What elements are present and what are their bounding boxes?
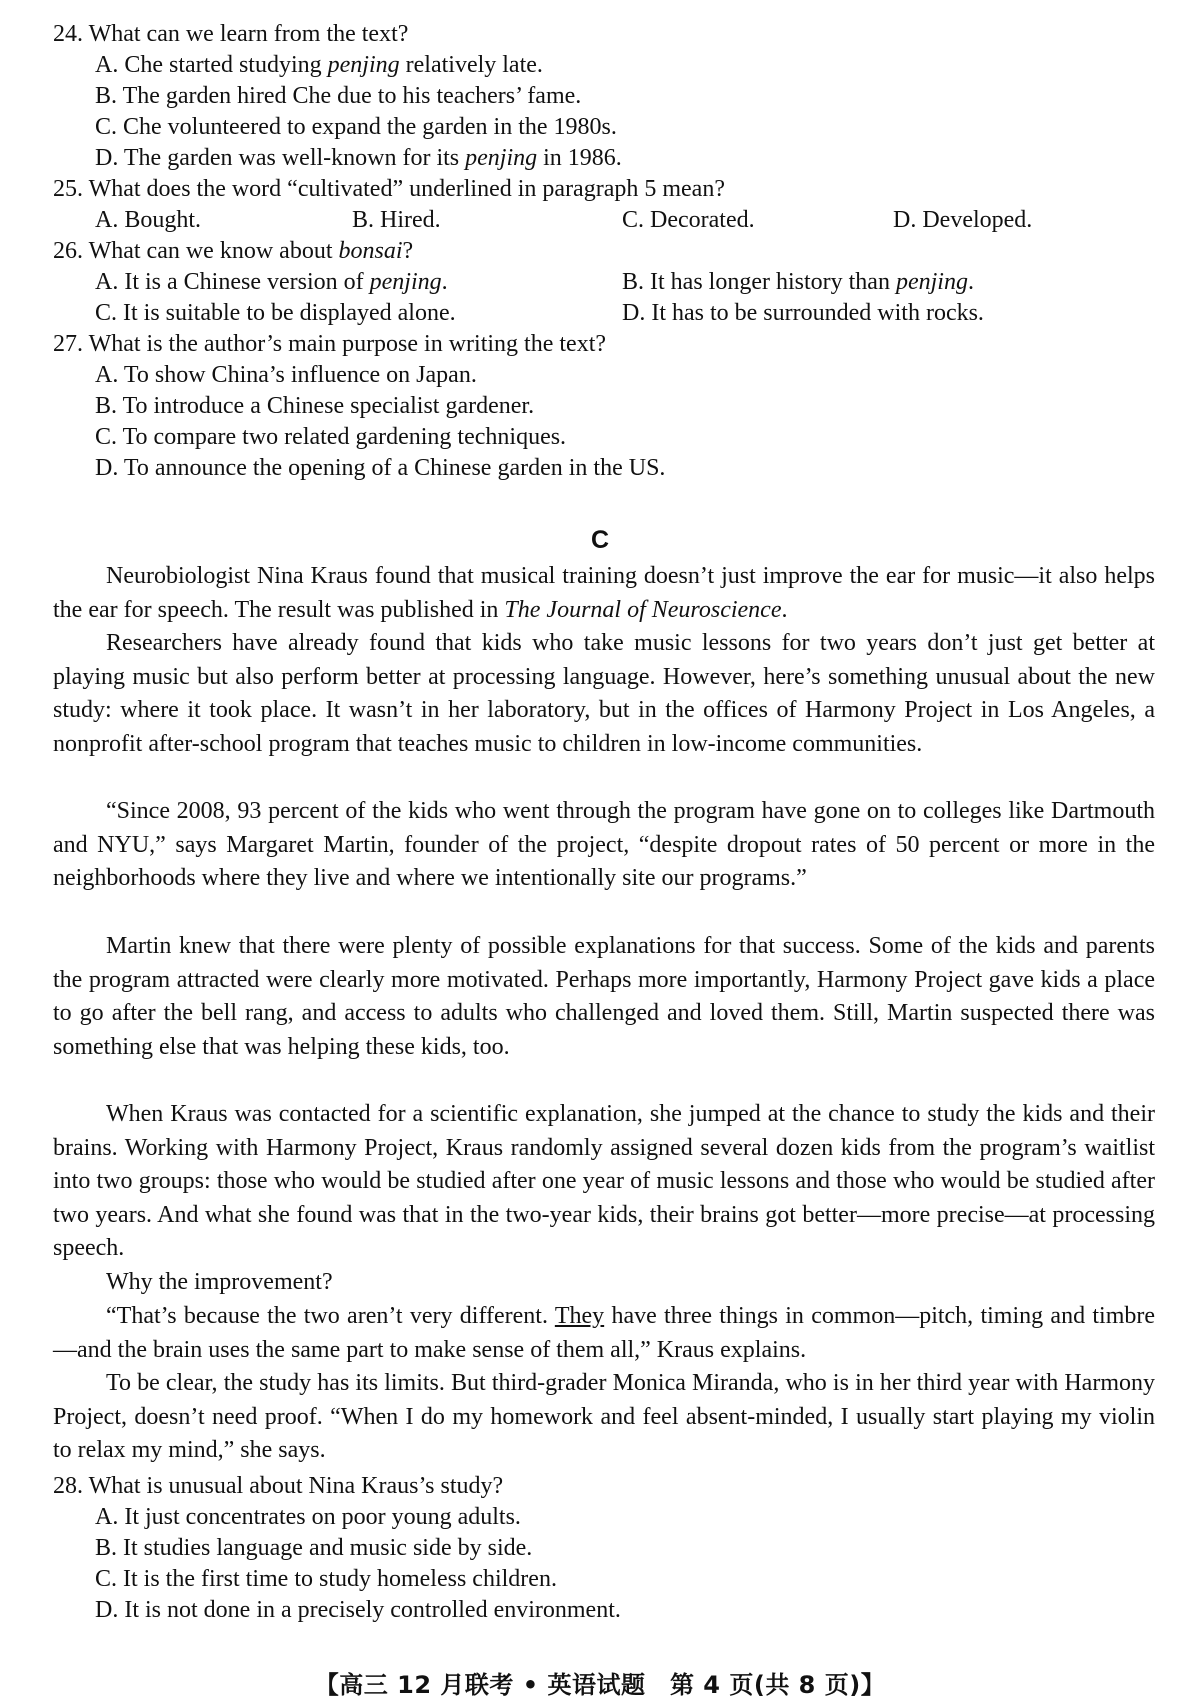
passage-paragraph-3: “Since 2008, 93 percent of the kids who went through the program have gone on to colleges like Dartmouth and NYU,” says Margaret Martin, founder of the project, “despite dropout rates of 50 percent or more in the neighborhoods where they live and where we intentionally site our programs.”: [53, 798, 1155, 892]
question-25-option-a: A. Bought.: [95, 207, 202, 233]
question-27-stem: 27. What is the author’s main purpose in writing the text?: [53, 331, 607, 357]
question-26-option-c: C. It is suitable to be displayed alone.: [95, 300, 456, 326]
page-footer: 【高三 12 月联考 • 英语试题 第 4 页(共 8 页)】: [314, 1671, 886, 1699]
question-24-option-c: C. Che volunteered to expand the garden in the 1980s.: [95, 114, 617, 140]
question-28-option-c: C. It is the first time to study homeless children.: [95, 1566, 557, 1592]
passage-paragraph-1: Neurobiologist Nina Kraus found that musical training doesn’t just improve the ear for music—it also helps the ear for speech. The result was published in The Journal of Neuroscience.: [53, 563, 1155, 623]
question-27-option-c: C. To compare two related gardening techniques.: [95, 424, 567, 450]
passage-paragraph-5: When Kraus was contacted for a scientific explanation, she jumped at the chance to study the kids and their brains. Working with Harmony Project, Kraus randomly assigned several dozen kids from the program’s waitlist into two groups: those who would be studied after one year of music lessons and those who would be studied after two years. And what she found was that in the two-year kids, their brains got better—more precise—at processing speech.: [53, 1101, 1155, 1262]
section-heading: C: [590, 526, 610, 554]
question-26-option-d: D. It has to be surrounded with rocks.: [622, 300, 984, 326]
question-27-option-a: A. To show China’s influence on Japan.: [95, 362, 477, 388]
question-25-option-d: D. Developed.: [893, 207, 1033, 233]
question-24-option-a: A. Che started studying penjing relatively late.: [95, 52, 543, 78]
question-26-option-b: B. It has longer history than penjing.: [622, 269, 974, 295]
passage-paragraph-8: To be clear, the study has its limits. But third-grader Monica Miranda, who is in her third year with Harmony Project, doesn’t need proof. “When I do my homework and feel absent-minded, I usually start playing my violin to relax my mind,” she says.: [53, 1370, 1155, 1464]
question-28-option-b: B. It studies language and music side by side.: [95, 1535, 533, 1561]
question-27-option-b: B. To introduce a Chinese specialist gardener.: [95, 393, 535, 419]
passage-paragraph-7: “That’s because the two aren’t very different. They have three things in common—pitch, timing and timbre—and the brain uses the same part to make sense of them all,” Kraus explains.: [53, 1303, 1156, 1363]
passage-paragraph-6: Why the improvement?: [106, 1269, 333, 1295]
question-27-option-d: D. To announce the opening of a Chinese garden in the US.: [95, 455, 666, 481]
passage-paragraph-2: Researchers have already found that kids who take music lessons for two years don’t just get better at playing music but also perform better at processing language. However, here’s something unusual about the new study: where it took place. It wasn’t in her laboratory, but in the offices of Harmony Project in Los Angeles, a nonprofit after-school program that teaches music to children in low-income communities.: [53, 630, 1155, 757]
passage-paragraph-4: Martin knew that there were plenty of possible explanations for that success. Some of the kids and parents the program attracted were clearly more motivated. Perhaps more importantly, Harmony Project gave kids a place to go after the bell rang, and access to adults who challenged and loved them. Still, Martin suspected there was something else that was helping these kids, too.: [53, 933, 1155, 1060]
question-25-option-b: B. Hired.: [352, 207, 441, 233]
question-25-stem: 25. What does the word “cultivated” underlined in paragraph 5 mean?: [53, 176, 725, 202]
question-28-option-d: D. It is not done in a precisely controlled environment.: [95, 1597, 621, 1623]
question-28-stem: 28. What is unusual about Nina Kraus’s study?: [53, 1473, 504, 1499]
question-24-stem: 24. What can we learn from the text?: [53, 21, 409, 47]
question-28-option-a: A. It just concentrates on poor young adults.: [95, 1504, 521, 1530]
question-25-option-c: C. Decorated.: [622, 207, 755, 233]
question-24-option-d: D. The garden was well-known for its penjing in 1986.: [95, 145, 622, 171]
question-26-stem: 26. What can we know about bonsai?: [53, 238, 414, 264]
question-26-option-a: A. It is a Chinese version of penjing.: [95, 269, 448, 295]
underlined-word: They: [554, 1303, 605, 1329]
question-24-option-b: B. The garden hired Che due to his teachers’ fame.: [95, 83, 582, 109]
